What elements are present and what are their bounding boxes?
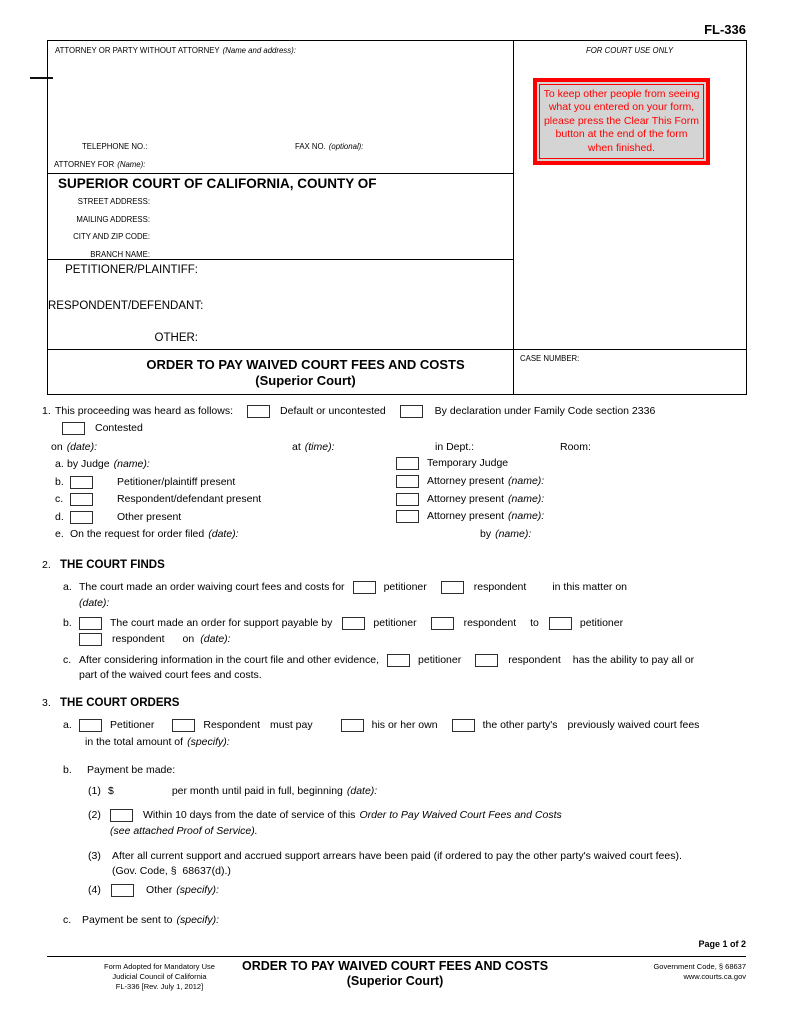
footer-gov-code: Government Code, § 68637 bbox=[653, 962, 746, 971]
within-10-days-text: Within 10 days from the date of service of this bbox=[143, 808, 356, 821]
checkbox-2b-support-order[interactable] bbox=[79, 617, 102, 630]
filed-by-name-note: (name): bbox=[495, 528, 532, 540]
attorney-box-divider bbox=[48, 173, 513, 174]
item2-number: 2. bbox=[42, 559, 51, 571]
footer-revision-line: FL-336 [Rev. July 1, 2012] bbox=[115, 982, 204, 991]
clear-form-notice-box bbox=[533, 78, 710, 165]
arrears-text: After all current support and accrued support arrears have been paid (if ordered to pay the other party's waived court fees). bbox=[112, 849, 682, 862]
checkbox-default-or-uncontested[interactable] bbox=[247, 405, 270, 418]
item1e-left bbox=[55, 528, 239, 541]
attorney-present-label-3: Attorney present bbox=[427, 510, 505, 522]
item1-line1 bbox=[42, 405, 655, 418]
checkbox-2b-payable-by-respondent[interactable] bbox=[431, 617, 454, 630]
item2b-petitioner-label: petitioner bbox=[373, 617, 417, 629]
checkbox-by-declaration[interactable] bbox=[400, 405, 423, 418]
item1b-letter: b. bbox=[55, 475, 64, 488]
checkbox-2b-to-respondent[interactable] bbox=[79, 633, 102, 646]
attorney-for-note: (Name): bbox=[117, 160, 146, 169]
item2a-text: The court made an order waiving court fees and costs for bbox=[79, 581, 345, 593]
item1b-left bbox=[55, 476, 235, 489]
attorney-present-label-2: Attorney present bbox=[427, 492, 505, 505]
attorney-for-text: ATTORNEY FOR bbox=[54, 160, 115, 169]
footer-adopted-line: Form Adopted for Mandatory Use bbox=[104, 962, 215, 971]
item2a-tail: in this matter on bbox=[552, 581, 628, 593]
other-partys-label: the other party's bbox=[482, 718, 558, 731]
item2c-line1 bbox=[63, 654, 694, 667]
item3a-line2 bbox=[85, 736, 230, 749]
item3-number: 3. bbox=[42, 697, 51, 709]
hearing-dept-label bbox=[435, 441, 474, 454]
footer-title-block bbox=[215, 959, 575, 989]
item1-number: 1. bbox=[42, 405, 51, 417]
column-divider bbox=[513, 41, 514, 394]
by-judge-label: by Judge bbox=[67, 458, 110, 470]
attorney-present-label-1: Attorney present bbox=[427, 475, 505, 487]
item2b-line1 bbox=[63, 617, 623, 630]
petitioner-present-label: Petitioner/plaintiff present bbox=[117, 475, 236, 488]
item3a-tail: previously waived court fees bbox=[567, 718, 700, 731]
branch-name-label: BRANCH NAME: bbox=[90, 249, 150, 259]
item1d-left bbox=[55, 511, 181, 524]
dollar-sign: $ bbox=[108, 785, 114, 797]
item2a-petitioner-label: petitioner bbox=[383, 581, 427, 593]
item2c-letter: c. bbox=[63, 653, 72, 666]
item2b-to-text: to bbox=[530, 617, 539, 629]
per-month-text: per month until paid in full, beginning bbox=[171, 785, 343, 797]
page-marker: Page 1 of 2 bbox=[698, 939, 746, 949]
default-or-uncontested-label: Default or uncontested bbox=[280, 405, 386, 417]
checkbox-attorney-present-1[interactable] bbox=[396, 475, 419, 488]
item2a-line1 bbox=[63, 581, 627, 594]
fax-text: FAX NO. bbox=[295, 142, 326, 151]
item1-contested-line bbox=[62, 422, 143, 435]
attorney-label: ATTORNEY OR PARTY WITHOUT ATTORNEY bbox=[55, 46, 220, 55]
footer-title-line2: (Superior Court) bbox=[346, 974, 444, 988]
footer-rule bbox=[47, 956, 746, 957]
checkbox-2b-payable-by-petitioner[interactable] bbox=[342, 617, 365, 630]
item3b2-number: (2) bbox=[88, 808, 101, 821]
checkbox-3b4-other[interactable] bbox=[111, 884, 134, 897]
for-court-use-label: FOR COURT USE ONLY bbox=[585, 46, 674, 55]
form-title-block bbox=[48, 349, 513, 394]
item2c-tail: has the ability to pay all or bbox=[572, 653, 695, 666]
attorney-note: (Name and address): bbox=[222, 46, 296, 55]
item2c-tail2: part of the waived court fees and costs. bbox=[79, 669, 262, 681]
item2a-letter: a. bbox=[63, 581, 72, 593]
checkbox-attorney-present-3[interactable] bbox=[396, 510, 419, 523]
checkbox-attorney-present-2[interactable] bbox=[396, 493, 419, 506]
checkbox-2c-respondent[interactable] bbox=[475, 654, 498, 667]
item1a-left bbox=[55, 458, 150, 471]
payment-sent-to-text: Payment be sent to bbox=[82, 913, 173, 926]
item2a-date-note: (date): bbox=[79, 596, 110, 609]
fax-label bbox=[295, 142, 363, 151]
checkbox-3b2-within-10-days[interactable] bbox=[110, 809, 133, 822]
item2b-to-petitioner-label: petitioner bbox=[579, 617, 624, 629]
checkbox-2c-petitioner[interactable] bbox=[387, 654, 410, 667]
checkbox-petitioner-plaintiff-present[interactable] bbox=[70, 476, 93, 489]
footer-council-line: Judicial Council of California bbox=[112, 972, 207, 981]
item3b-letter: b. bbox=[63, 763, 72, 776]
checkbox-temporary-judge[interactable] bbox=[396, 457, 419, 470]
item1a-letter: a. bbox=[55, 458, 64, 470]
his-or-her-own-label: his or her own bbox=[371, 718, 438, 731]
beginning-date-note: (date): bbox=[346, 785, 378, 797]
attorney-name-note-3: (name): bbox=[508, 510, 545, 522]
court-orders-heading: THE COURT ORDERS bbox=[60, 697, 180, 709]
item2b-to-respondent-label: respondent bbox=[112, 633, 165, 645]
by-declaration-label: By declaration under Family Code section 2336 bbox=[434, 405, 656, 417]
request-filed-label: On the request for order filed bbox=[70, 528, 205, 540]
checkbox-3a-petitioner[interactable] bbox=[79, 719, 102, 732]
item1c-left bbox=[55, 493, 261, 506]
by-text: by bbox=[480, 528, 492, 540]
item1a-right bbox=[396, 457, 508, 470]
other-specify-note: (specify): bbox=[176, 884, 219, 896]
date-note: (date): bbox=[66, 441, 98, 453]
item2c-line2 bbox=[79, 669, 262, 682]
telephone-label bbox=[82, 142, 147, 151]
attorney-caption bbox=[55, 46, 296, 55]
footer-title-line1: ORDER TO PAY WAIVED COURT FEES AND COSTS bbox=[241, 959, 549, 973]
checkbox-3a-respondent[interactable] bbox=[172, 719, 195, 732]
form-title-line1: ORDER TO PAY WAIVED COURT FEES AND COSTS bbox=[146, 357, 465, 372]
item3b3-row bbox=[88, 850, 682, 863]
item1e-letter: e. bbox=[55, 528, 64, 540]
item2b-letter: b. bbox=[63, 617, 72, 629]
item1-intro: This proceeding was heard as follows: bbox=[55, 405, 234, 417]
attorney-name-note-1: (name): bbox=[508, 475, 545, 487]
item3b2-row bbox=[88, 809, 562, 822]
hearing-room-label bbox=[560, 441, 591, 454]
item3a-line1 bbox=[63, 719, 699, 732]
caption-box bbox=[47, 40, 747, 395]
item3a-letter: a. bbox=[63, 718, 72, 731]
item1c-letter: c. bbox=[55, 493, 64, 505]
item2b-on-text: on bbox=[182, 633, 195, 645]
item3b-row bbox=[63, 764, 175, 777]
item1e-right bbox=[480, 528, 531, 541]
item2c-text: After considering information in the court file and other evidence, bbox=[79, 653, 380, 666]
court-finds-heading: THE COURT FINDS bbox=[60, 559, 165, 571]
at-text: at bbox=[292, 441, 301, 453]
attorney-for-label bbox=[54, 160, 145, 169]
respondent-present-label: Respondent/defendant present bbox=[117, 493, 262, 505]
checkbox-3a-his-or-her-own[interactable] bbox=[341, 719, 364, 732]
payment-be-made-text: Payment be made: bbox=[87, 763, 176, 776]
item2b-respondent-label: respondent bbox=[463, 617, 517, 629]
item3b1-number: (1) bbox=[88, 785, 101, 797]
item3c-letter: c. bbox=[63, 913, 72, 926]
temporary-judge-label: Temporary Judge bbox=[427, 457, 509, 469]
dept-text: in Dept.: bbox=[435, 441, 475, 453]
total-amount-specify-note: (specify): bbox=[187, 736, 230, 748]
item3b4-number: (4) bbox=[88, 884, 101, 896]
on-text: on bbox=[51, 441, 63, 453]
item3b3-line2 bbox=[112, 865, 231, 878]
item1d-letter: d. bbox=[55, 510, 64, 523]
footer-right-block bbox=[560, 962, 746, 982]
gov-code-citation: (Gov. Code, § 68637(d).) bbox=[112, 864, 231, 877]
proof-of-service-note: (see attached Proof of Service). bbox=[110, 825, 258, 837]
hearing-date-label bbox=[51, 441, 97, 454]
item2b-line2 bbox=[79, 633, 231, 646]
checkbox-2a-respondent[interactable] bbox=[441, 581, 464, 594]
clear-form-notice-text: To keep other people from seeing what you entered on your form, please press the Clear This Form button at the end of the form when finished. bbox=[539, 84, 704, 159]
item3b1-row bbox=[88, 785, 377, 798]
request-filed-date-note: (date): bbox=[208, 528, 239, 540]
item2b-text: The court made an order for support payable by bbox=[110, 617, 333, 629]
judge-name-note: (name): bbox=[113, 458, 150, 470]
checkbox-contested[interactable] bbox=[62, 422, 85, 435]
item2a-line2 bbox=[79, 597, 109, 610]
total-amount-text: in the total amount of bbox=[85, 736, 184, 748]
form-title-line2: (Superior Court) bbox=[255, 373, 356, 388]
item2a-respondent-label: respondent bbox=[473, 581, 527, 593]
item2c-respondent-label: respondent bbox=[508, 653, 561, 666]
checkbox-2a-petitioner[interactable] bbox=[353, 581, 376, 594]
checkbox-2b-to-petitioner[interactable] bbox=[549, 617, 572, 630]
item1b-right bbox=[396, 475, 544, 488]
telephone-text: TELEPHONE NO.: bbox=[82, 142, 148, 151]
fax-note: (optional): bbox=[328, 142, 364, 151]
hearing-time-label bbox=[292, 441, 335, 454]
attorney-name-note-2: (name): bbox=[508, 492, 545, 505]
time-note: (time): bbox=[304, 441, 335, 453]
item2-heading-row bbox=[42, 559, 165, 572]
case-number-label: CASE NUMBER: bbox=[520, 354, 580, 363]
street-address-label: STREET ADDRESS: bbox=[77, 197, 150, 206]
item3b4-row bbox=[88, 884, 219, 897]
other-text: Other bbox=[146, 884, 173, 896]
room-text: Room: bbox=[560, 441, 591, 453]
checkbox-other-present[interactable] bbox=[70, 511, 93, 524]
item3c-row bbox=[63, 914, 219, 927]
footer-website: www.courts.ca.gov bbox=[683, 972, 746, 981]
checkbox-respondent-defendant-present[interactable] bbox=[70, 493, 93, 506]
petitioner-label: PETITIONER/PLAINTIFF: bbox=[65, 264, 198, 276]
court-box-divider bbox=[48, 259, 513, 260]
city-zip-label: CITY AND ZIP CODE: bbox=[73, 232, 150, 241]
item3-heading-row bbox=[42, 697, 179, 710]
checkbox-3a-other-partys[interactable] bbox=[452, 719, 475, 732]
other-label: OTHER: bbox=[154, 332, 198, 344]
item3a-respondent-label: Respondent bbox=[203, 718, 260, 731]
item1c-right bbox=[396, 493, 544, 506]
item3b2-line2 bbox=[110, 825, 258, 838]
item2b-date-note: (date): bbox=[200, 633, 231, 645]
item2c-petitioner-label: petitioner bbox=[418, 653, 462, 666]
court-title: SUPERIOR COURT OF CALIFORNIA, COUNTY OF bbox=[58, 176, 377, 191]
item3a-petitioner-label: Petitioner bbox=[110, 718, 155, 731]
item3b3-number: (3) bbox=[88, 849, 101, 862]
payment-sent-specify-note: (specify): bbox=[176, 913, 220, 926]
contested-label: Contested bbox=[95, 422, 143, 434]
item1d-right bbox=[396, 510, 544, 523]
order-title-italic: Order to Pay Waived Court Fees and Costs bbox=[359, 808, 562, 821]
respondent-label: RESPONDENT/DEFENDANT: bbox=[48, 300, 204, 312]
form-number: FL-336 bbox=[704, 22, 746, 37]
other-present-label: Other present bbox=[117, 510, 182, 523]
mailing-address-label: MAILING ADDRESS: bbox=[76, 214, 150, 224]
must-pay-text: must pay bbox=[270, 718, 313, 731]
